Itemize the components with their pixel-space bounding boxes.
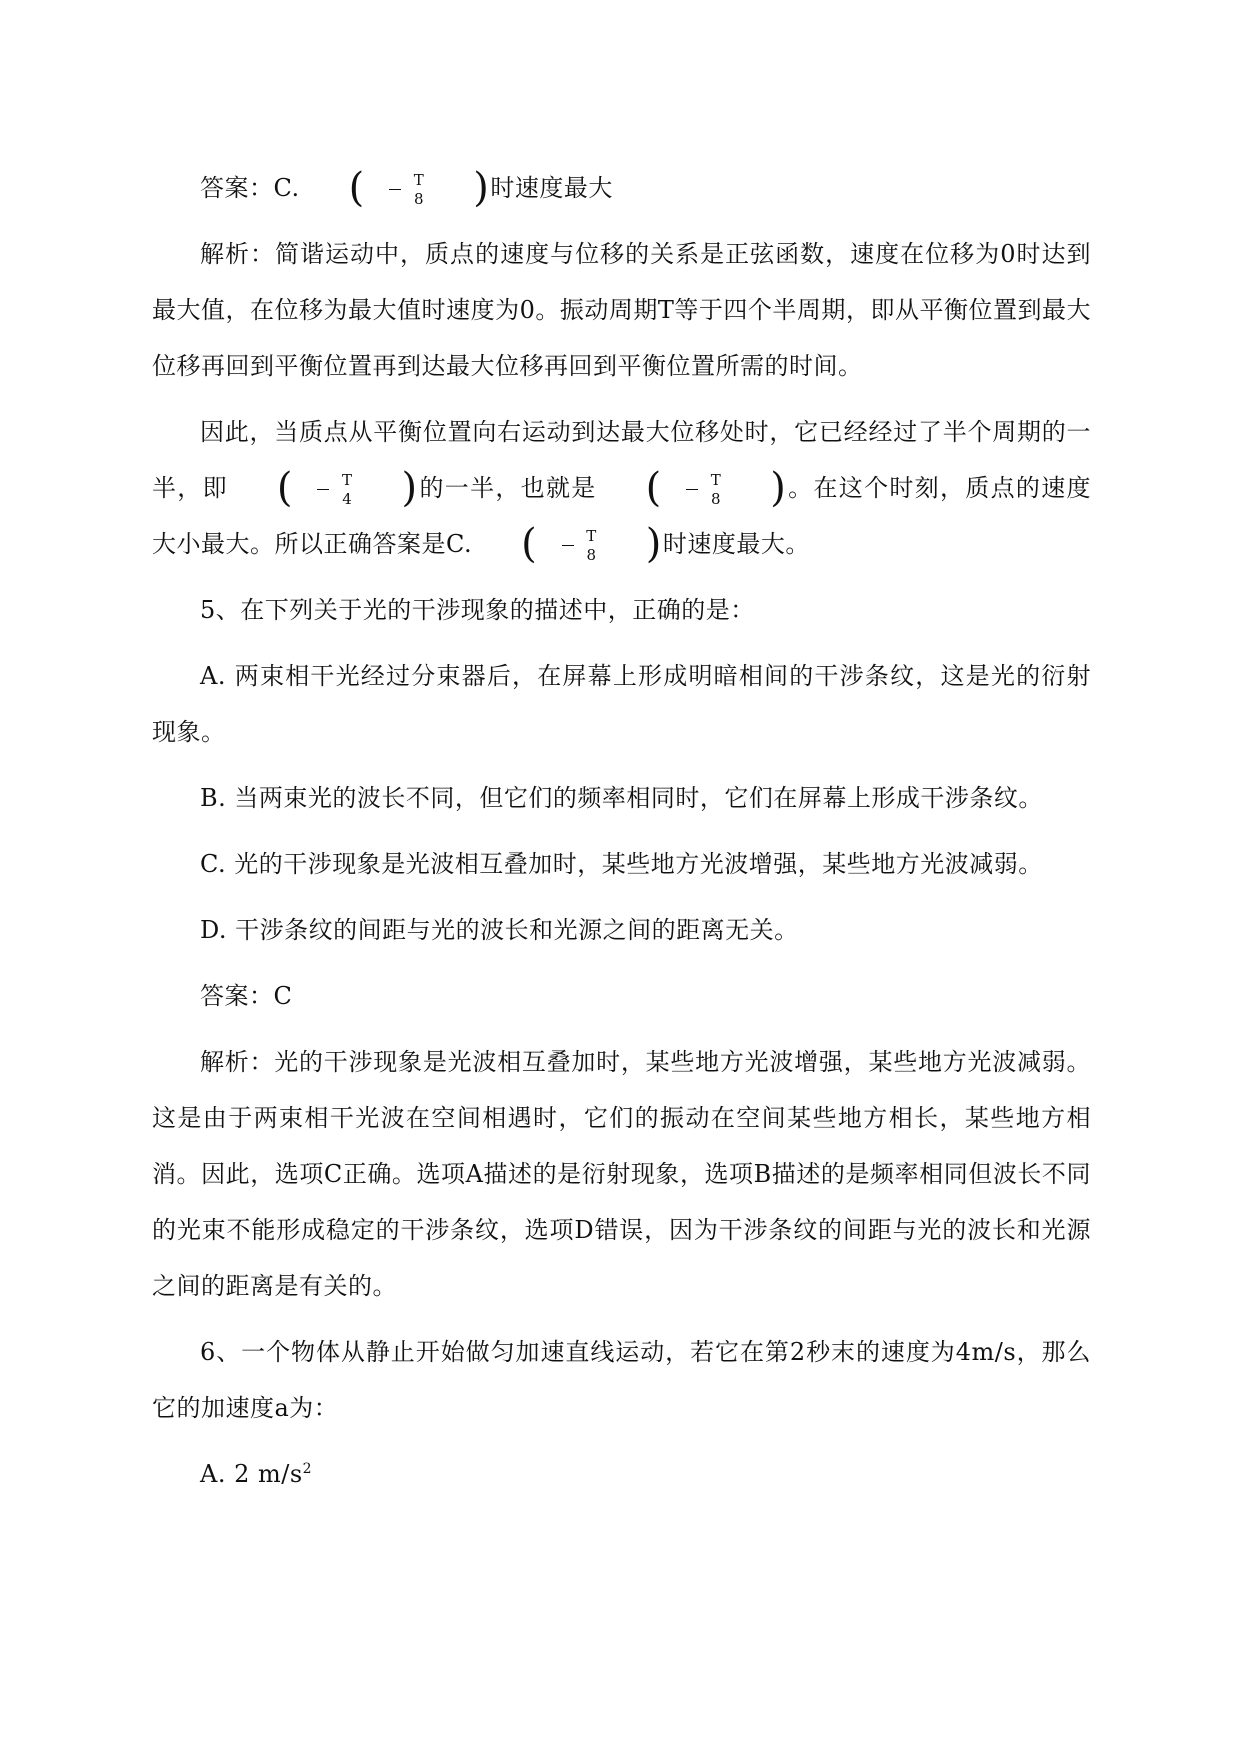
- fraction-denominator: 4: [342, 489, 353, 508]
- fraction-numerator: T: [413, 170, 425, 189]
- q4-analysis-paragraph-1: 解析：简谐运动中，质点的速度与位移的关系是正弦函数，速度在位移为0时达到最大值，在位移为最大值时速度为0。振动周期T等于四个半周期，即从平衡位置到最大位移再回到平衡位置再到达最大位移再回到平衡位置所需的时间。: [152, 240, 1091, 380]
- fraction-denominator: 8: [413, 189, 425, 208]
- fraction-t-over-8: ( $\frac{T}{8}$ ): [348, 164, 490, 211]
- q5-option-a: A. 两束相干光经过分束器后，在屏幕上形成明暗相间的干涉条纹，这是光的衍射现象。: [152, 662, 1091, 746]
- option-text: A. 2 m/s: [200, 1460, 303, 1488]
- q4-analysis-paragraph-2: [152, 404, 1091, 572]
- q5-analysis: 解析：光的干涉现象是光波相互叠加时，某些地方光波增强，某些地方光波减弱。这是由于两束相干光波在空间相遇时，它们的振动在空间某些地方相长，某些地方相消。因此，选项C正确。选项A描述的是衍射现象，选项B描述的是频率相同但波长不同的光束不能形成稳定的干涉条纹，选项D错误，因为干涉条纹的间距与光的波长和光源之间的距离是有关的。: [152, 1048, 1091, 1300]
- q4-answer: [152, 160, 1091, 216]
- analysis-text: 的一半，也就是: [418, 474, 597, 502]
- analysis-text: 。在这个时刻，质点的速度大小最大。所以正确答案是C.: [152, 474, 1092, 558]
- fraction-t-over-4: ( $\frac{T}{4}$ ): [276, 464, 418, 511]
- fraction-numerator: T: [342, 470, 353, 489]
- fraction-t-over-8: ( $\frac{T}{8}$ ): [645, 464, 787, 511]
- q6-option-a: [152, 1446, 1091, 1502]
- analysis-text: 时速度最大。: [662, 530, 810, 558]
- q5-option-c: C. 光的干涉现象是光波相互叠加时，某些地方光波增强，某些地方光波减弱。: [200, 850, 1043, 878]
- fraction-denominator: 8: [710, 489, 721, 508]
- option-superscript: 2: [302, 1461, 313, 1477]
- q5-stem: 5、在下列关于光的干涉现象的描述中，正确的是：: [200, 596, 755, 624]
- q5-option-d: D. 干涉条纹的间距与光的波长和光源之间的距离无关。: [200, 916, 799, 944]
- answer-suffix: 时速度最大: [490, 174, 613, 202]
- q5-option-b: B. 当两束光的波长不同，但它们的频率相同时，它们在屏幕上形成干涉条纹。: [200, 784, 1043, 812]
- q6-stem: 6、一个物体从静止开始做匀加速直线运动，若它在第2秒末的速度为4m/s，那么它的加速度a为：: [152, 1338, 1091, 1422]
- fraction-denominator: 8: [586, 545, 597, 564]
- fraction-numerator: T: [710, 470, 722, 489]
- answer-prefix: 答案：C.: [200, 174, 300, 202]
- q5-answer: 答案：C: [200, 982, 293, 1010]
- fraction-t-over-8: ( $\frac{T}{8}$ ): [521, 520, 662, 567]
- fraction-numerator: T: [586, 526, 597, 545]
- analysis-text: 因此，当质点从平衡位置向右运动到达最大位移处时，它已经经过了半个周期的一半，即: [152, 418, 1091, 502]
